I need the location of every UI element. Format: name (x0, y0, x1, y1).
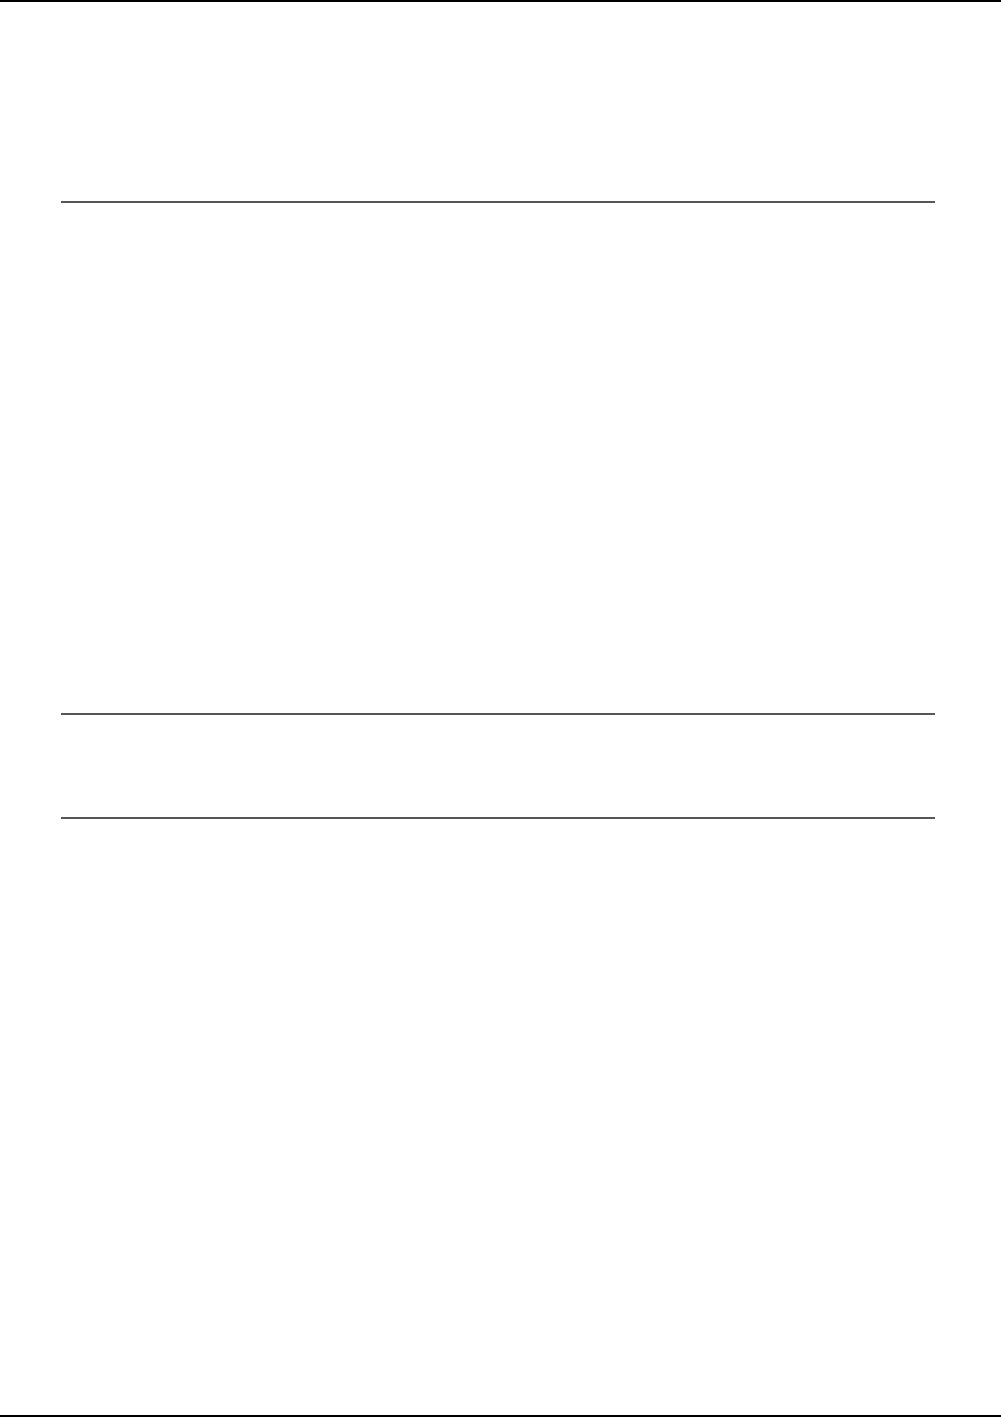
table-row (0, 875, 1001, 888)
table-row (0, 862, 1001, 875)
route-via (61, 136, 935, 153)
divider (61, 817, 935, 819)
route-via (61, 171, 935, 188)
table-row (0, 636, 1001, 649)
timetable-meta (61, 204, 935, 222)
route-header-inbound (61, 734, 935, 804)
divider (61, 201, 935, 203)
service-number-row (0, 233, 1001, 246)
table-row (0, 541, 1001, 554)
route-via (61, 787, 935, 804)
table-row (0, 661, 1001, 674)
table-row (0, 516, 1001, 529)
table-row (0, 623, 1001, 636)
timetable-meta (61, 820, 935, 838)
table-row (0, 554, 1001, 567)
table-row (0, 913, 1001, 926)
table-row (0, 432, 1001, 445)
timetable-block (0, 849, 1001, 965)
table-row (0, 687, 1001, 700)
table-row (0, 259, 1001, 272)
table-row (0, 272, 1001, 285)
table-row (0, 323, 1001, 336)
table-row (0, 926, 1001, 939)
table-row (0, 649, 1001, 662)
page-bottom-border (0, 1415, 1001, 1417)
timetable-block (0, 477, 1001, 580)
table-row (0, 285, 1001, 298)
route-name (61, 153, 935, 171)
page-top-border (0, 0, 1001, 2)
service-number-row (0, 355, 1001, 368)
table-row (0, 674, 1001, 687)
divider (61, 713, 935, 715)
table-row (0, 490, 1001, 503)
table-row (0, 407, 1001, 420)
timetable-block (0, 597, 1001, 700)
table-row (0, 952, 1001, 965)
route-name (61, 118, 935, 136)
table-row (0, 610, 1001, 623)
table-row (0, 246, 1001, 259)
table-row (0, 310, 1001, 323)
service-number-row (0, 477, 1001, 490)
table-row (0, 297, 1001, 310)
table-row (0, 419, 1001, 432)
table-row (0, 901, 1001, 914)
table-row (0, 939, 1001, 952)
table-row (0, 529, 1001, 542)
route-via (61, 752, 935, 769)
table-row (0, 567, 1001, 580)
timetable-block (0, 355, 1001, 458)
route-name (61, 734, 935, 752)
service-number-row (0, 849, 1001, 862)
table-row (0, 445, 1001, 458)
table-row (0, 888, 1001, 901)
service-number-row (0, 597, 1001, 610)
route-name (61, 769, 935, 787)
table-row (0, 381, 1001, 394)
table-row (0, 394, 1001, 407)
route-header-outbound (61, 118, 935, 188)
timetable-block (0, 233, 1001, 336)
table-row (0, 368, 1001, 381)
table-row (0, 503, 1001, 516)
